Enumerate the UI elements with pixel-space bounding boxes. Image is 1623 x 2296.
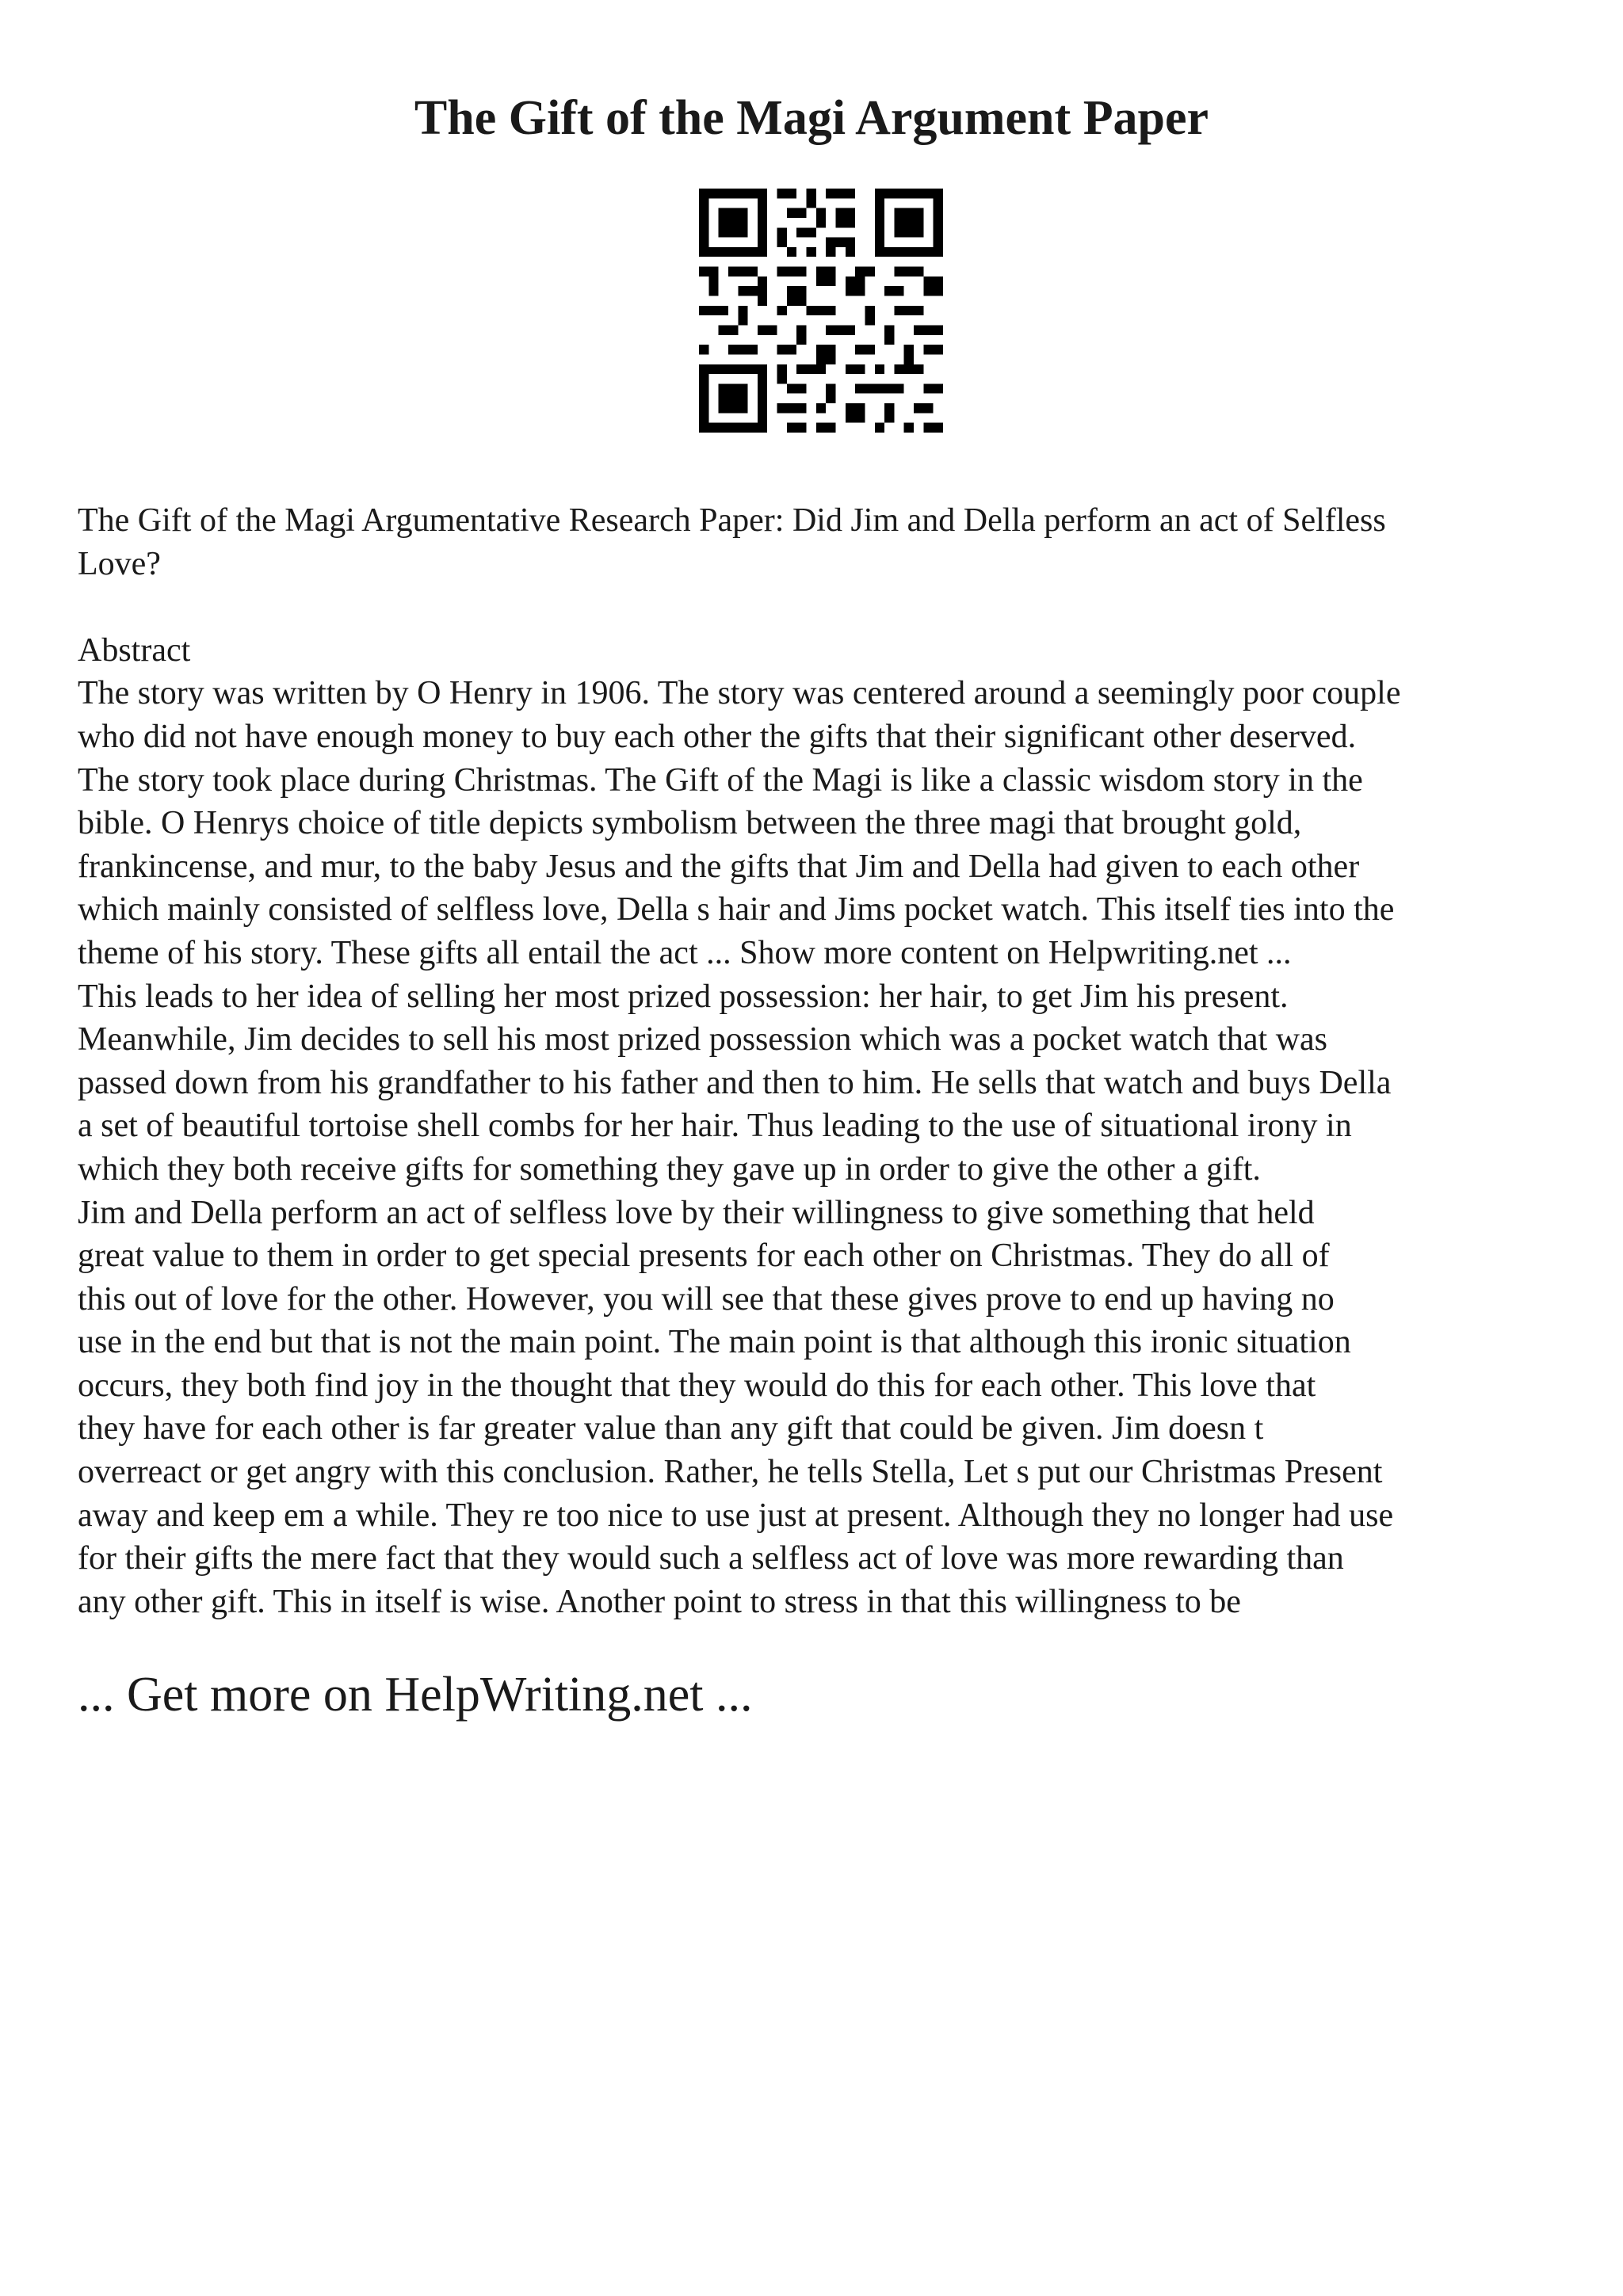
abstract-label: Abstract	[78, 631, 191, 669]
get-more-link[interactable]: ... Get more on HelpWriting.net ...	[78, 1668, 753, 1722]
body-text: The story was written by O Henry in 1906. The story was centered around a seemingly poor couple who did not have enough money to buy each other the gifts that their significant other deserved. The story took place during Christmas. The Gift of the Magi is like a classic wisdom story in the bible. O Henrys choice of title depicts symbolism between the three magi that brought gold, frankincense, and mur, to the baby Jesus and the gifts that Jim and Della had given to each other which mainly consisted of selfless love, Della s hair and Jims pocket watch. This itself ties into the theme of his story. These gifts all entail the act ... Show more content on Helpwriting.net ... This leads to her idea of selling her most prized possession: her hair, to get Jim his present. Meanwhile, Jim decides to sell his most prized possession which was a pocket watch that was passed down from his grandfather to his father and then to him. He sells that watch and buys Della a set of beautiful tortoise shell combs for her hair. Thus leading to the use of situational irony in which they both receive gifts for something they gave up in order to give the other a gift. Jim and Della perform an act of selfless love by their willingness to give something that held great value to them in order to get special presents for each other on Christmas. They do all of this out of love for the other. However, you will see that these gives prove to end up having no use in the end but that is not the main point. The main point is that although this ironic situation occurs, they both find joy in the thought that they would do this for each other. This love that they have for each other is far greater value than any gift that could be given. Jim doesn t overreact or get angry with this conclusion. Rather, he tells Stella, Let s put our Christmas Present away and keep em a while. They re too nice to use just at present. Although they no longer had use for their gifts the mere fact that they would such a selfless act of love was more rewarding than any other gift. This in itself is wise. Another point to stress in that this willingness to be	[78, 675, 1401, 1620]
article-body	[78, 499, 1568, 1623]
qr-code-icon	[699, 189, 943, 433]
page-title: The Gift of the Magi Argument Paper	[414, 91, 1209, 145]
research-question: The Gift of the Magi Argumentative Research Paper: Did Jim and Della perform an act of Selfless Love?	[78, 502, 1386, 582]
